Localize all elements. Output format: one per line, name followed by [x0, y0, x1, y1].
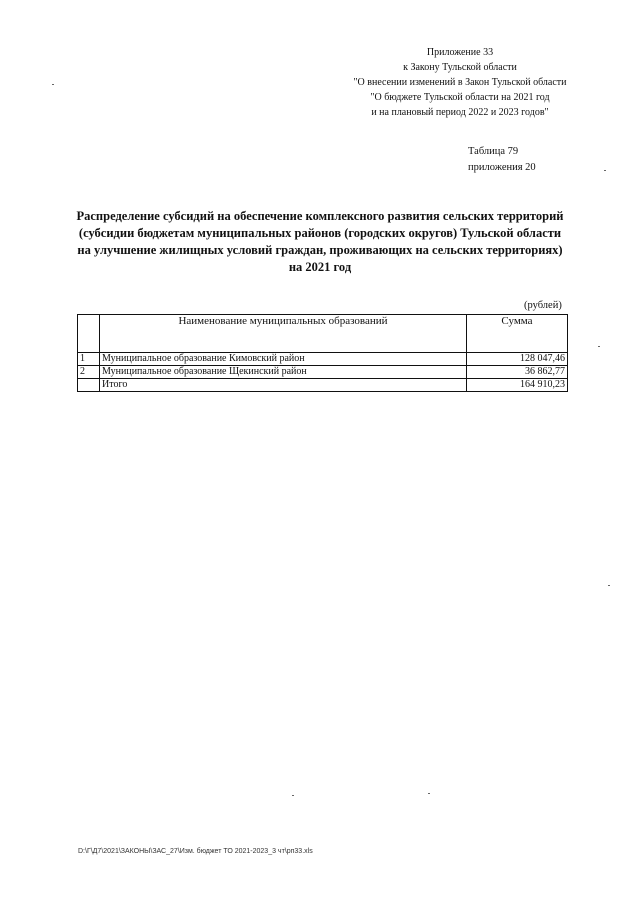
table-total-row [78, 379, 568, 392]
row-number: 2 [78, 366, 100, 379]
appendix-line: "О бюджете Тульской области на 2021 год [370, 92, 550, 103]
row-amount: 36 862,77 [467, 366, 568, 379]
total-number [78, 379, 100, 392]
header-amount-cell: Сумма [467, 315, 568, 353]
row-name: Муниципальное образование Щекинский район [100, 366, 467, 379]
total-label: Итого [100, 379, 467, 392]
table-reference [468, 144, 536, 176]
row-name: Муниципальное образование Кимовский район [100, 353, 467, 366]
appendix-line: к Закону Тульской области [403, 62, 517, 73]
appendix-line: Приложение 33 [426, 47, 494, 58]
file-path-footer: D:\Г\Д7\2021\ЗАКОНЫ\ЗАС_27\Изм. бюджет ТО 2021-2023_3 чт\рп33.xls [78, 848, 313, 855]
units-label: (рублей) [524, 300, 562, 311]
appendix-header [330, 45, 590, 120]
row-number: 1 [78, 353, 100, 366]
table-header-row [78, 315, 568, 353]
scan-speck [292, 795, 294, 796]
appendix-line: и на плановый период 2022 и 2023 годов" [371, 107, 549, 118]
table-number: Таблица 79 [468, 146, 519, 157]
header-name-cell: Наименование муниципальных образований [100, 315, 467, 353]
table-row [78, 366, 568, 379]
row-amount: 128 047,46 [467, 353, 568, 366]
scan-speck [598, 346, 600, 347]
annex-reference: приложения 20 [468, 162, 536, 173]
scan-speck [428, 793, 430, 794]
table-row [78, 353, 568, 366]
scan-speck [52, 84, 54, 85]
document-title: Распределение субсидий на обеспечение комплексного развития сельских территорий (субсидии бюджетам муниципальных районов (городских округов) Тульской области на улучшение жилищных условий граждан, проживающих на сельских территориях) на 2021 год [76, 209, 564, 274]
header-number-cell [78, 315, 100, 353]
scan-speck [604, 170, 606, 171]
subsidy-table [77, 314, 568, 392]
total-amount: 164 910,23 [467, 379, 568, 392]
scan-speck [608, 585, 610, 586]
appendix-line: "О внесении изменений в Закон Тульской области [353, 77, 567, 88]
